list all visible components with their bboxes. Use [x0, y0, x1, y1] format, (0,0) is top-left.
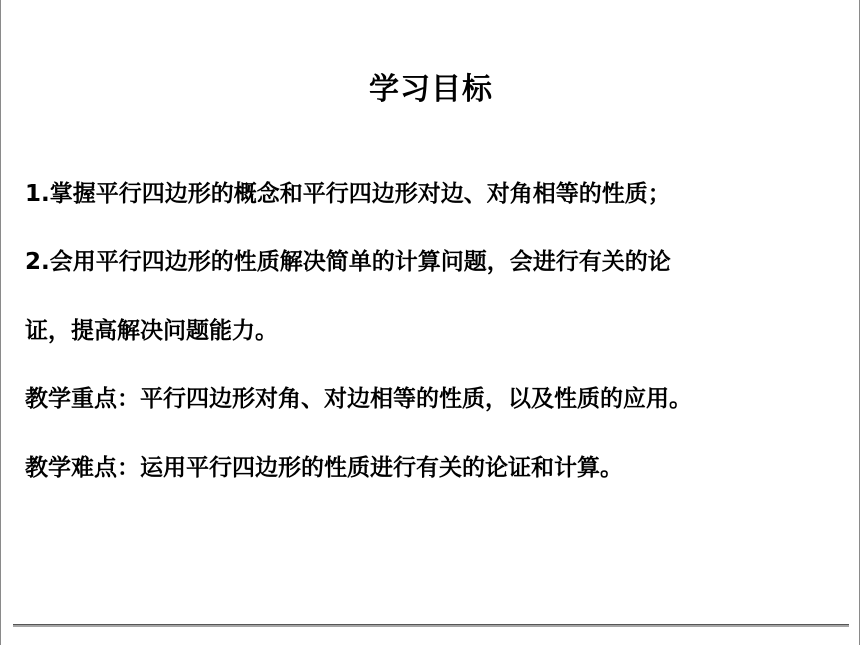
teaching-key-point: 教学重点：平行四边形对角、对边相等的性质，以及性质的应用。: [25, 386, 692, 412]
objective-1: 1.掌握平行四边形的概念和平行四边形对边、对角相等的性质；: [25, 181, 671, 207]
objective-2: 2.会用平行四边形的性质解决简单的计算问题，会进行有关的论: [25, 249, 671, 275]
objective-2-continued: 证，提高解决问题能力。: [25, 318, 278, 344]
teaching-difficulty: 教学难点：运用平行四边形的性质进行有关的论证和计算。: [25, 455, 623, 481]
slide-title: 学习目标: [369, 72, 493, 107]
footer-divider: [13, 624, 849, 627]
